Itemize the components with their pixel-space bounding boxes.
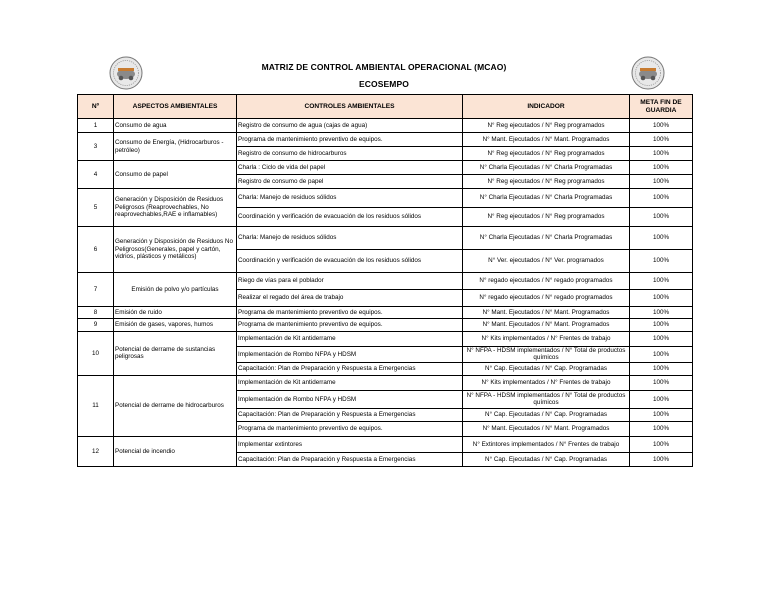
goal-value: 100% bbox=[630, 421, 693, 436]
table-row bbox=[78, 319, 693, 332]
environmental-control: Coordinación y verificación de evacuación de los residuos sólidos bbox=[237, 250, 463, 273]
environmental-control: Registro de consumo de papel bbox=[237, 175, 463, 189]
column-header: INDICADOR bbox=[463, 95, 630, 119]
environmental-aspect: Potencial de derrame de sustancias peligrosas bbox=[114, 332, 237, 376]
environmental-control: Registro de consumo de hidrocarburos bbox=[237, 147, 463, 161]
goal-value: 100% bbox=[630, 133, 693, 147]
environmental-aspect: Consumo de agua bbox=[114, 119, 237, 133]
goal-value: 100% bbox=[630, 362, 693, 375]
environmental-control: Implementación de Kit antiderrame bbox=[237, 332, 463, 347]
environmental-control: Implementación de Kit antiderrame bbox=[237, 375, 463, 390]
indicator: N° Charla Ejecutadas / N° Charla Programadas bbox=[463, 161, 630, 175]
row-number: 5 bbox=[78, 189, 114, 227]
environmental-control: Coordinación y verificación de evacuación de los residuos sólidos bbox=[237, 208, 463, 227]
indicator: N° Ver. ejecutados / N° Ver. programados bbox=[463, 250, 630, 273]
indicator: N° Charla Ejecutadas / N° Charla Programadas bbox=[463, 227, 630, 250]
environmental-aspect: Generación y Disposición de Residuos Peligrosos (Reaprovechables, No reaprovechables,RAE e inflamables) bbox=[114, 189, 237, 227]
goal-value: 100% bbox=[630, 307, 693, 319]
indicator: N° Kits implementados / N° Frentes de trabajo bbox=[463, 375, 630, 390]
environmental-aspect: Generación y Disposición de Residuos No Peligrosos(Generales, papel y cartón, vidrios, plásticos y metálicos) bbox=[114, 227, 237, 273]
row-number: 9 bbox=[78, 319, 114, 332]
row-number: 4 bbox=[78, 161, 114, 189]
environmental-aspect: Consumo de Energía, (Hidrocarburos - petróleo) bbox=[114, 133, 237, 161]
goal-value: 100% bbox=[630, 452, 693, 466]
goal-value: 100% bbox=[630, 175, 693, 189]
column-header: ASPECTOS AMBIENTALES bbox=[114, 95, 237, 119]
environmental-control: Capacitación: Plan de Preparación y Respuesta a Emergencias bbox=[237, 362, 463, 375]
environmental-aspect: Potencial de derrame de hidrocarburos bbox=[114, 375, 237, 436]
document-subtitle: ECOSEMPO bbox=[359, 79, 409, 89]
goal-value: 100% bbox=[630, 408, 693, 421]
goal-value: 100% bbox=[630, 147, 693, 161]
table-header-row bbox=[78, 95, 693, 119]
row-number: 1 bbox=[78, 119, 114, 133]
environmental-aspect: Emisión de gases, vapores, humos bbox=[114, 319, 237, 332]
environmental-control: Implementar extintores bbox=[237, 436, 463, 452]
indicator: N° Kits implementados / N° Frentes de trabajo bbox=[463, 332, 630, 347]
indicator: N° NFPA - HDSM implementados / N° Total de productos químicos bbox=[463, 390, 630, 408]
control-matrix-table bbox=[77, 94, 693, 467]
indicator: N° Cap. Ejecutadas / N° Cap. Programadas bbox=[463, 452, 630, 466]
goal-value: 100% bbox=[630, 189, 693, 208]
indicator: N° Reg ejecutados / N° Reg programados bbox=[463, 208, 630, 227]
table-row bbox=[78, 332, 693, 347]
table-row bbox=[78, 119, 693, 133]
environmental-aspect: Potencial de incendio bbox=[114, 436, 237, 466]
indicator: N° Charla Ejecutadas / N° Charla Programadas bbox=[463, 189, 630, 208]
environmental-control: Programa de mantenimiento preventivo de equipos. bbox=[237, 307, 463, 319]
indicator: N° Cap. Ejecutadas / N° Cap. Programadas bbox=[463, 362, 630, 375]
environmental-control: Programa de mantenimiento preventivo de equipos. bbox=[237, 133, 463, 147]
column-header: META FIN DE GUARDIA bbox=[630, 95, 693, 119]
goal-value: 100% bbox=[630, 436, 693, 452]
goal-value: 100% bbox=[630, 161, 693, 175]
row-number: 12 bbox=[78, 436, 114, 466]
indicator: N° Mant. Ejecutados / N° Mant. Programados bbox=[463, 319, 630, 332]
environmental-control: Implementación de Rombo NFPA y HDSM bbox=[237, 390, 463, 408]
goal-value: 100% bbox=[630, 208, 693, 227]
document-title: MATRIZ DE CONTROL AMBIENTAL OPERACIONAL (MCAO) bbox=[261, 62, 507, 72]
environmental-control: Riego de vías para el poblador bbox=[237, 273, 463, 290]
indicator: N° Reg ejecutados / N° Reg programados bbox=[463, 147, 630, 161]
table-row bbox=[78, 161, 693, 175]
indicator: N° Reg ejecutados / N° Reg programados bbox=[463, 119, 630, 133]
environmental-control: Programa de mantenimiento preventivo de equipos. bbox=[237, 319, 463, 332]
row-number: 8 bbox=[78, 307, 114, 319]
environmental-control: Realizar el regado del área de trabajo bbox=[237, 290, 463, 307]
indicator: N° Mant. Ejecutados / N° Mant. Programados bbox=[463, 307, 630, 319]
environmental-control: Capacitación: Plan de Preparación y Respuesta a Emergencias bbox=[237, 408, 463, 421]
indicator: N° regado ejecutados / N° regado programados bbox=[463, 273, 630, 290]
goal-value: 100% bbox=[630, 119, 693, 133]
row-number: 10 bbox=[78, 332, 114, 376]
table-row bbox=[78, 273, 693, 290]
row-number: 7 bbox=[78, 273, 114, 307]
environmental-aspect: Consumo de papel bbox=[114, 161, 237, 189]
indicator: N° Reg ejecutados / N° Reg programados bbox=[463, 175, 630, 189]
table-row bbox=[78, 227, 693, 250]
environmental-aspect: Emisión de polvo y/o partículas bbox=[114, 273, 237, 307]
goal-value: 100% bbox=[630, 332, 693, 347]
environmental-control: Charla: Manejo de residuos sólidos bbox=[237, 227, 463, 250]
goal-value: 100% bbox=[630, 250, 693, 273]
row-number: 11 bbox=[78, 375, 114, 436]
row-number: 3 bbox=[78, 133, 114, 161]
goal-value: 100% bbox=[630, 347, 693, 363]
column-header: Nº bbox=[78, 95, 114, 119]
table-row bbox=[78, 375, 693, 390]
goal-value: 100% bbox=[630, 290, 693, 307]
row-number: 6 bbox=[78, 227, 114, 273]
table-row bbox=[78, 189, 693, 208]
environmental-control: Programa de mantenimiento preventivo de equipos. bbox=[237, 421, 463, 436]
indicator: N° regado ejecutados / N° regado programados bbox=[463, 290, 630, 307]
goal-value: 100% bbox=[630, 375, 693, 390]
indicator: N° Mant. Ejecutados / N° Mant. Programados bbox=[463, 133, 630, 147]
indicator: N° Mant. Ejecutados / N° Mant. Programados bbox=[463, 421, 630, 436]
environmental-control: Implementación de Rombo NFPA y HDSM bbox=[237, 347, 463, 363]
column-header: CONTROLES AMBIENTALES bbox=[237, 95, 463, 119]
table-row bbox=[78, 436, 693, 452]
table-row bbox=[78, 307, 693, 319]
indicator: N° Cap. Ejecutadas / N° Cap. Programadas bbox=[463, 408, 630, 421]
environmental-control: Capacitación: Plan de Preparación y Respuesta a Emergencias bbox=[237, 452, 463, 466]
goal-value: 100% bbox=[630, 390, 693, 408]
table-row bbox=[78, 133, 693, 147]
indicator: N° Extintores implementados / N° Frentes de trabajo bbox=[463, 436, 630, 452]
environmental-control: Charla: Manejo de residuos sólidos bbox=[237, 189, 463, 208]
goal-value: 100% bbox=[630, 319, 693, 332]
goal-value: 100% bbox=[630, 273, 693, 290]
indicator: N° NFPA - HDSM implementados / N° Total de productos químicos bbox=[463, 347, 630, 363]
environmental-aspect: Emisión de ruido bbox=[114, 307, 237, 319]
environmental-control: Registro de consumo de agua (cajas de agua) bbox=[237, 119, 463, 133]
environmental-control: Charla : Ciclo de vida del papel bbox=[237, 161, 463, 175]
goal-value: 100% bbox=[630, 227, 693, 250]
